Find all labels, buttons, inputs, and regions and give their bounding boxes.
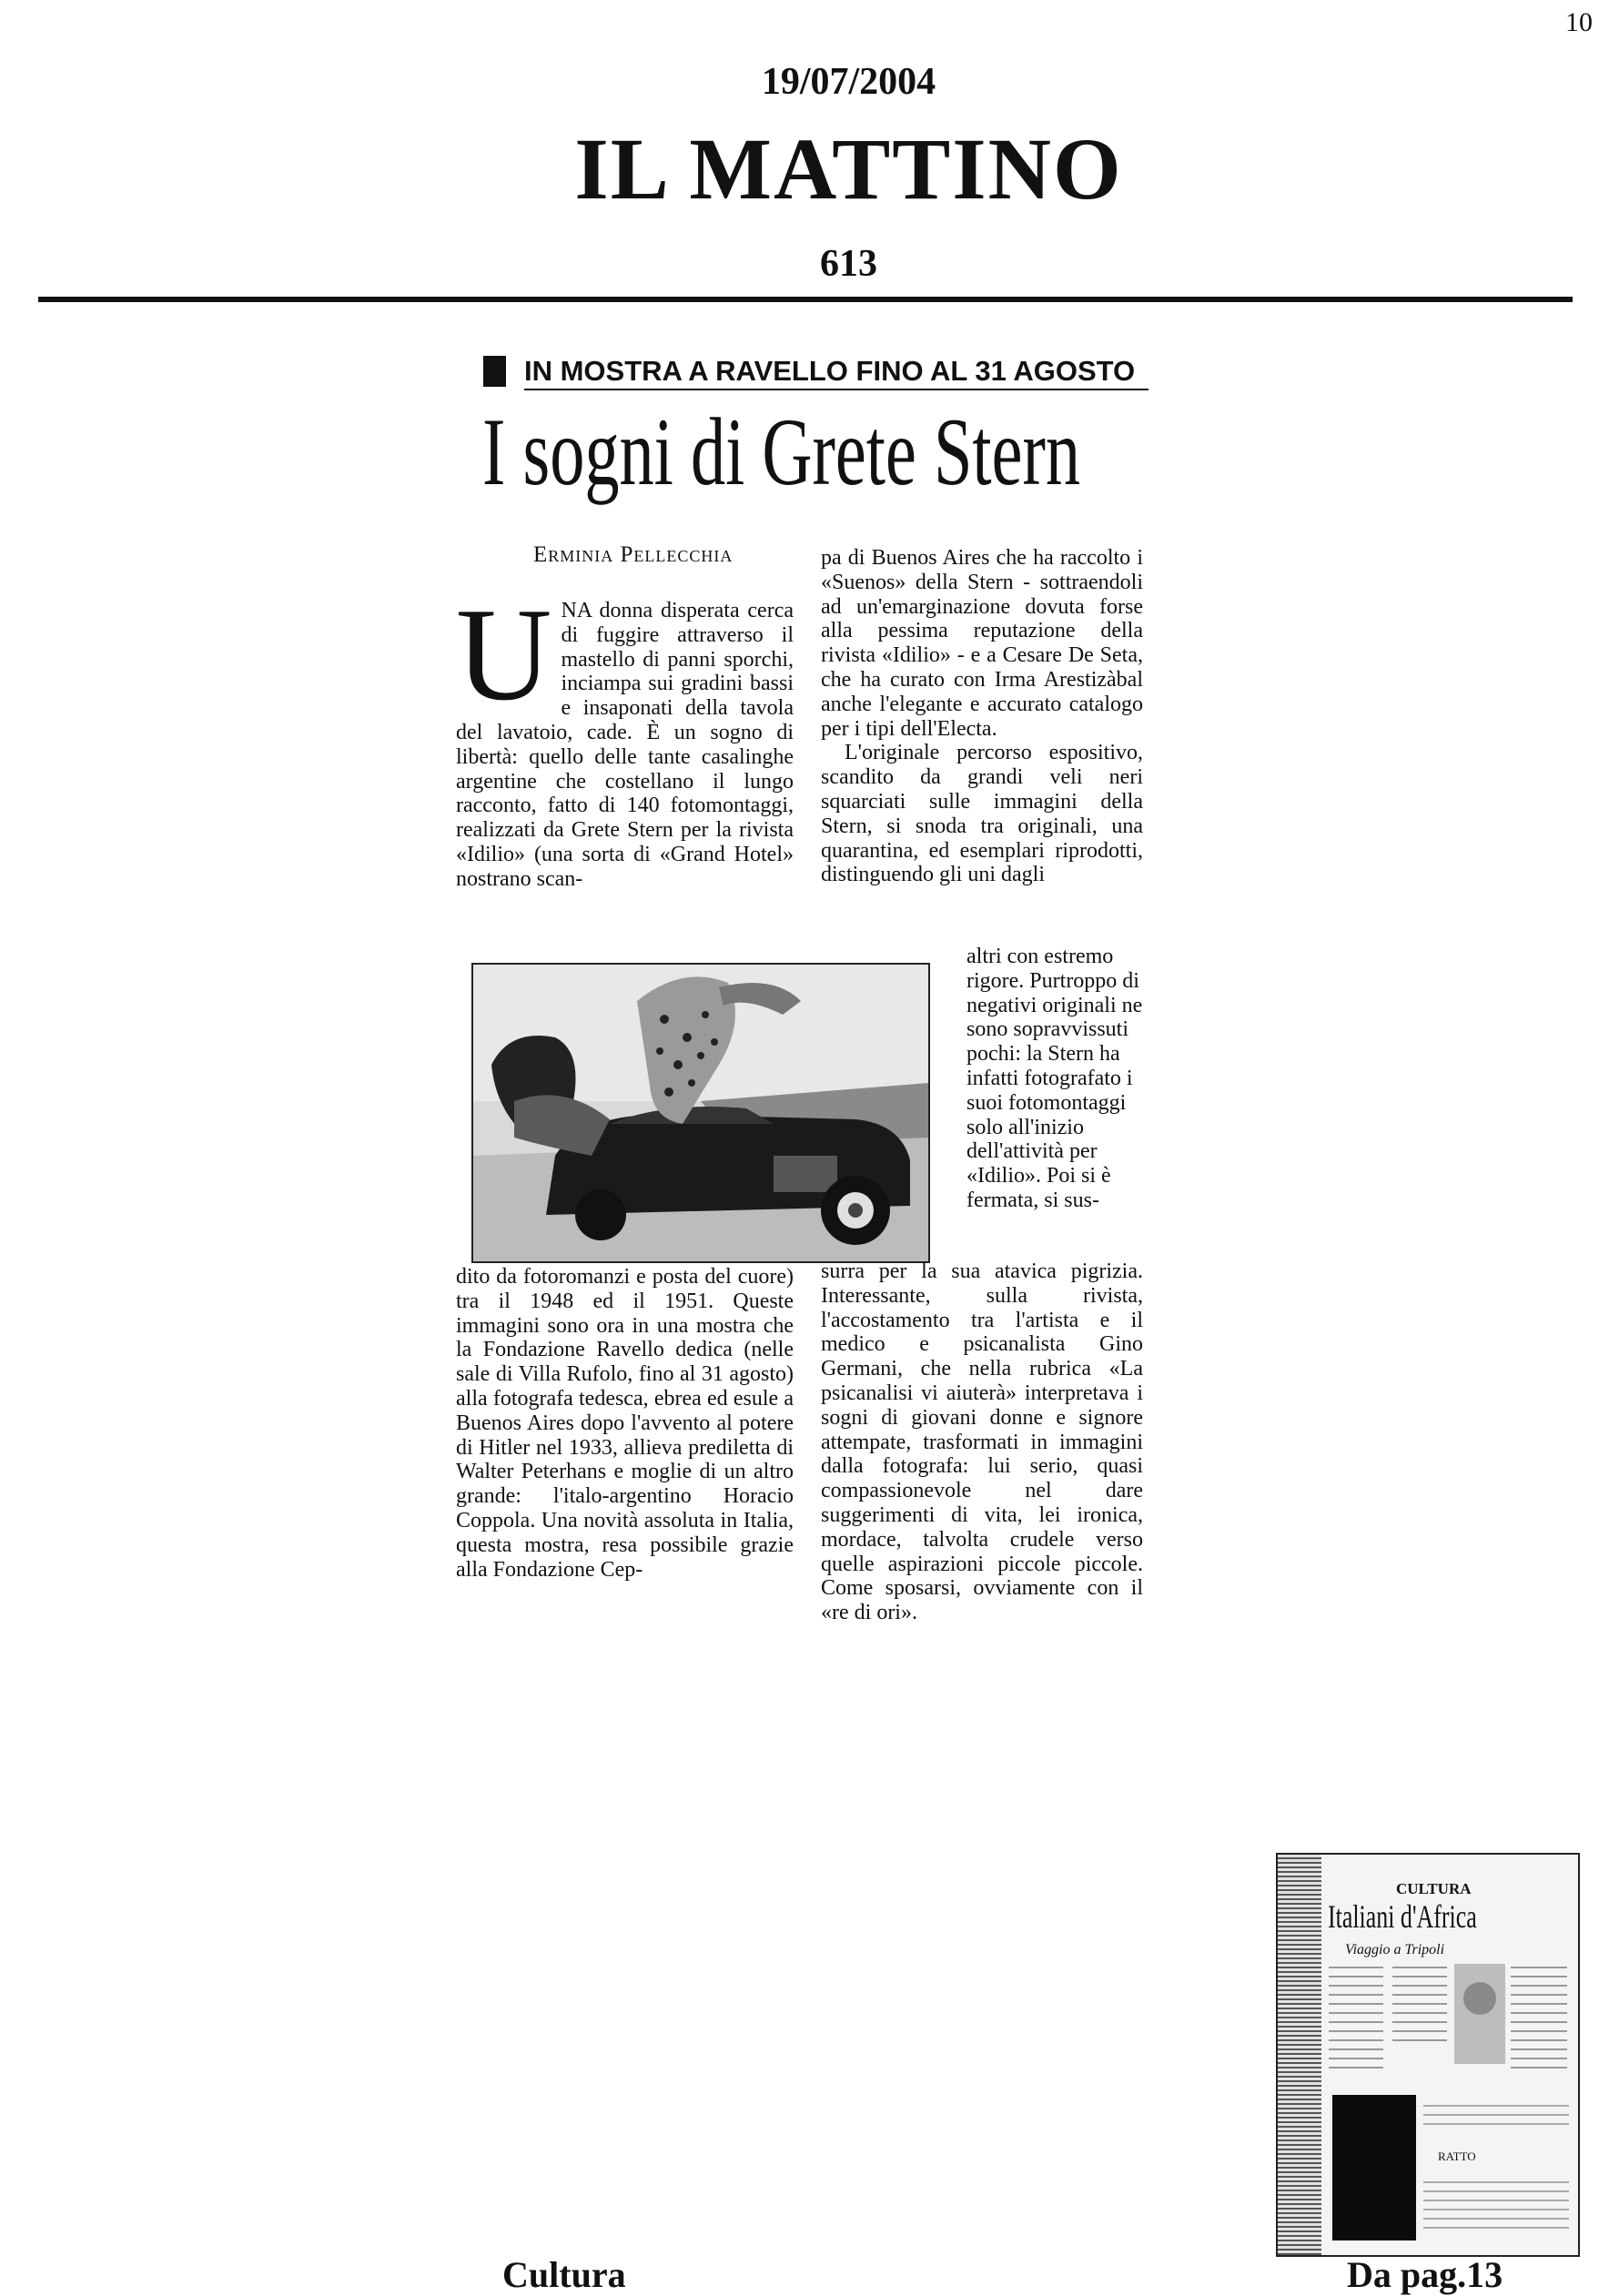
article-paragraph: dito da fotoromanzi e posta del cuore) tra il 1948 ed il 1951. Queste immagini sono ora in una mostra che la Fondazione Ravello dedica (nelle sale di Villa Rufolo, fino al 31 agosto) alla fotografa tedesca, ebrea ed esule a Buenos Aires dopo l'avvento al potere di Hitler nel 1933, allieva prediletta di Walter Peterhans e moglie di un altro grande: l'italo-argentino Horacio Coppola. Una novità assoluta in Italia, questa mostra, resa possibile grazie alla Fondazione Cep- — [456, 1265, 794, 1582]
thumbnail-secondary-lines — [1423, 2100, 1573, 2246]
page-number: 10 — [1565, 7, 1593, 37]
drop-cap: U — [456, 581, 552, 728]
article-headline: I sogni di Grete Stern — [482, 399, 1081, 505]
article-paragraph: NA donna disperata cerca di fuggire attraverso il mastello di panni sporchi, inciampa sui gradini bassi e insaponati della tavola del lavatoio, cade. È un sogno di libertà: quello delle tante casalinghe argentine che costellano il lungo racconto, fatto di 140 fotomontaggi, realizzati da Grete Stern per la rivista «Idilio» (una sorta di «Grand Hotel» nostrano scan- — [456, 599, 794, 891]
article-paragraph: L'originale percorso espositivo, scandito da grandi veli neri squarciati sulle immagini della Stern, si snoda tra originali, una quarantina, ed esemplari riprodotti, distinguendo gli uni dagli — [821, 741, 1143, 887]
article-paragraph: pa di Buenos Aires che ha raccolto i «Suenos» della Stern - sottraendoli ad un'emarginazione dovuta forse alla pessima reputazione della rivista «Idilio» - e a Cesare De Seta, che ha curato con Irma Arestizàbal anche l'elegante e accurato catalogo per i tipi dell'Electa. — [821, 546, 1143, 741]
thumbnail-text-lines — [1329, 1962, 1573, 2089]
article-column-left-top — [456, 581, 794, 892]
article-paragraph: surra per la sua atavica pigrizia. Interessante, sulla rivista, l'accostamento tra l'artista e il medico e psicanalista Gino Germani, che nella rubrica «La psicanalisi vi aiuterà» interpretava i sogni di giovani donne e signore attempate, trasformati in immagini dalla fotografa: lui serio, quasi compassionevole nel dare suggerimenti di vita, lei ironica, mordace, talvolta crudele verso quelle aspirazioni piccole piccole. Come sposarsi, ovviamente con il «re di ori». — [821, 1259, 1143, 1625]
issue-number: 613 — [820, 243, 877, 285]
article-column-right-bottom — [821, 1259, 1143, 1625]
thumbnail-black-image — [1332, 2095, 1416, 2240]
thumbnail-headline: Italiani d'Africa — [1328, 1898, 1477, 1935]
kicker-square-icon — [483, 356, 506, 387]
page-thumbnail — [1276, 1853, 1580, 2257]
article-photo — [471, 963, 930, 1263]
thumbnail-secondary-title: RATTO — [1438, 2149, 1476, 2163]
photomontage-image — [473, 965, 928, 1261]
header-rule — [38, 297, 1573, 302]
article-paragraph: altri con estremo rigore. Purtroppo di negativi originali ne sono sopravvissuti pochi: la Stern ha infatti fotografato i suoi fotomontaggi solo all'inizio dell'attività per «Idilio». Poi si è fermata, si sus- — [966, 945, 1143, 1212]
thumbnail-section-label: CULTURA — [1396, 1880, 1472, 1897]
thumbnail-edge-strip — [1278, 1855, 1321, 2255]
section-label: Cultura — [502, 2254, 626, 2295]
article-column-right-top — [821, 546, 1143, 887]
newspaper-masthead: IL MATTINO — [574, 120, 1123, 217]
page-reference: Da pag.13 — [1347, 2254, 1503, 2295]
article-byline: Erminia Pellecchia — [533, 542, 734, 567]
article-column-right-narrow — [966, 945, 1143, 1213]
issue-date: 19/07/2004 — [761, 61, 936, 103]
kicker-underline — [524, 389, 1149, 390]
article-kicker: IN MOSTRA A RAVELLO FINO AL 31 AGOSTO — [524, 355, 1136, 387]
article-column-left-bottom — [456, 1265, 794, 1582]
thumbnail-subtitle: Viaggio a Tripoli — [1345, 1942, 1445, 1957]
